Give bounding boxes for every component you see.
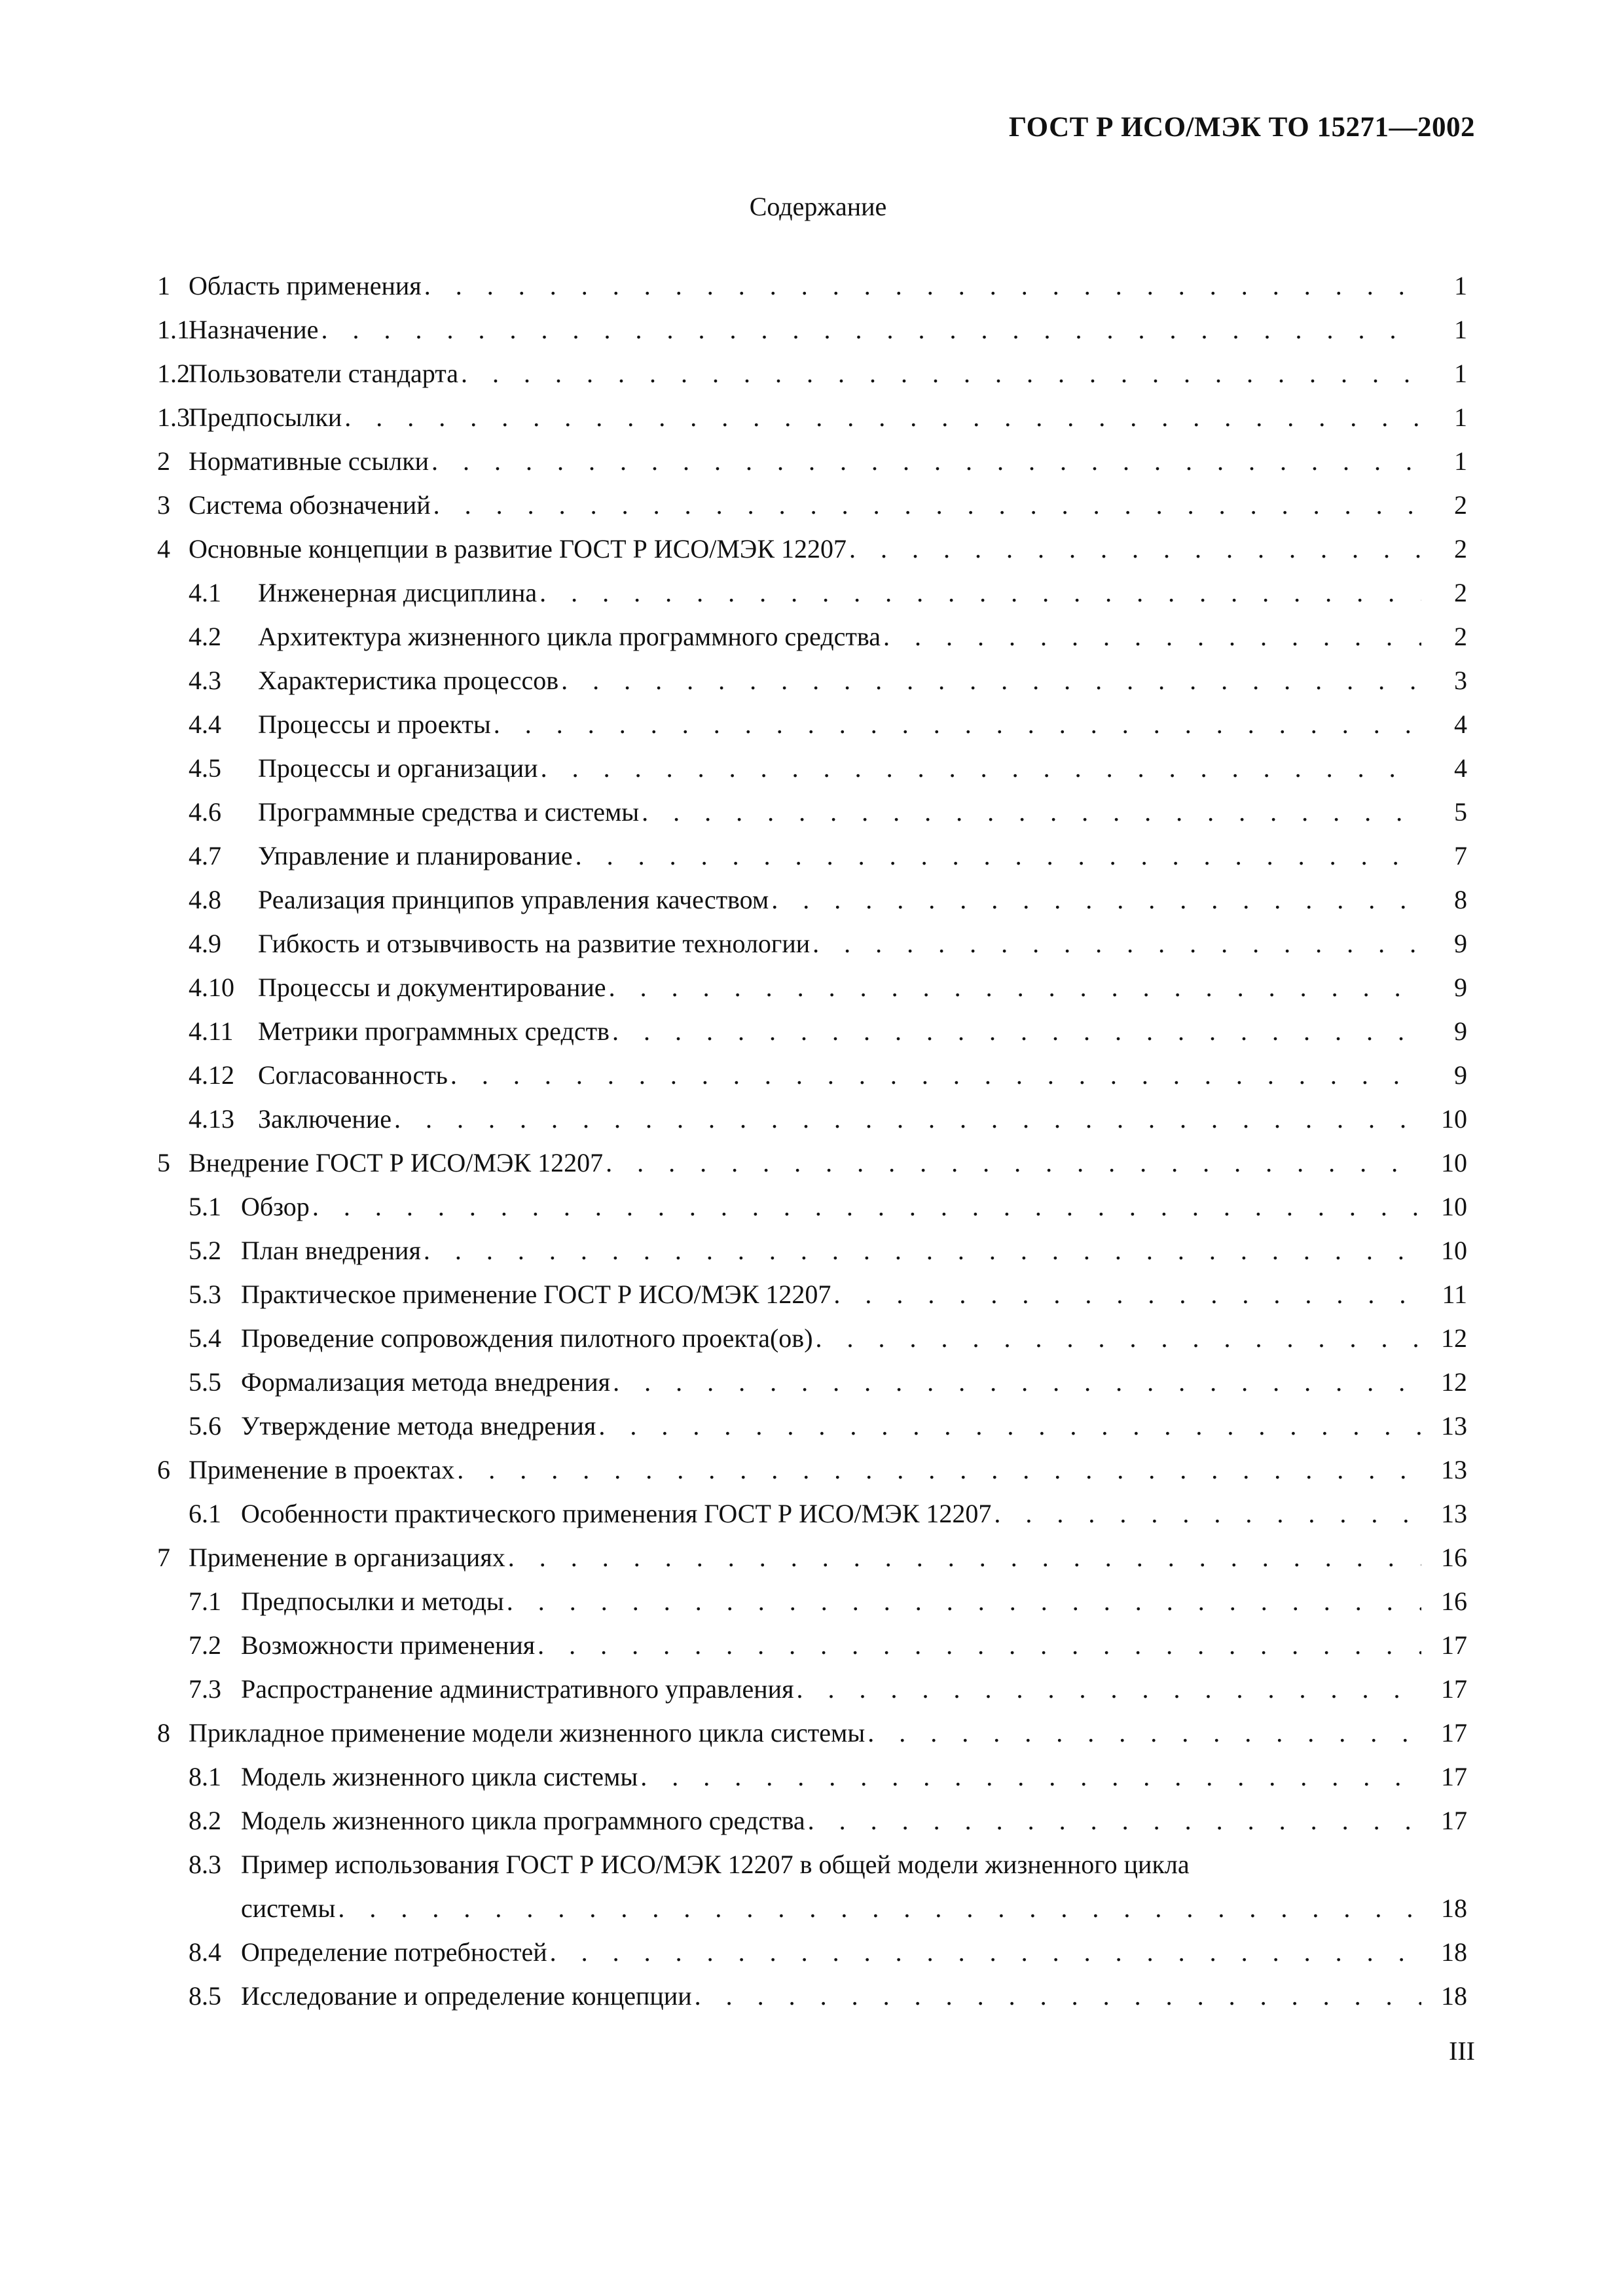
page-number: III [1449, 2036, 1475, 2066]
toc-entry-page: 10 [1441, 1236, 1467, 1265]
toc-entry-page: 1 [1454, 315, 1467, 344]
toc-leader-dots [344, 404, 1421, 431]
toc-entry-label: Процессы и документирование [258, 973, 606, 1002]
toc-leader-dots [598, 1413, 1421, 1439]
toc-entry-label: Реализация принципов управления качеством [258, 885, 769, 914]
toc-entry-label: Внедрение ГОСТ Р ИСО/МЭК 12207 [189, 1148, 604, 1177]
toc-entry-page: 13 [1441, 1411, 1467, 1441]
toc-leader-dots [640, 1764, 1421, 1790]
toc-entry-label: Управление и планирование [258, 841, 573, 870]
toc-leader-dots [321, 317, 1421, 343]
toc-entry-label: Распространение административного управления [241, 1674, 794, 1704]
toc-entry-number: 4.2 [189, 622, 221, 651]
toc-entry-page: 2 [1454, 490, 1467, 520]
toc-entry-label: Назначение [189, 315, 319, 344]
toc-entry[interactable] [157, 1659, 1467, 1702]
toc-entry[interactable] [157, 1834, 1467, 1878]
toc-entry[interactable] [157, 1088, 1467, 1132]
toc-entry[interactable] [157, 913, 1467, 957]
toc-entry-number: 6.1 [189, 1499, 221, 1528]
toc-entry[interactable] [157, 1264, 1467, 1308]
toc-entry-label: Согласованность [258, 1060, 448, 1090]
toc-entry[interactable] [157, 1395, 1467, 1439]
toc-leader-dots [508, 1545, 1421, 1571]
toc-entry-label: Область применения [189, 271, 422, 300]
toc-entry[interactable] [157, 1746, 1467, 1790]
toc-entry-page: 3 [1454, 666, 1467, 695]
toc-entry-page: 10 [1441, 1104, 1467, 1134]
toc-leader-dots [642, 799, 1421, 825]
toc-entry-label: План внедрения [241, 1236, 421, 1265]
toc-leader-dots [816, 1325, 1421, 1352]
toc-entry-label: Система обозначений [189, 490, 431, 520]
toc-leader-dots [613, 1369, 1421, 1395]
toc-entry-page: 10 [1441, 1192, 1467, 1221]
toc-entry-page: 16 [1441, 1587, 1467, 1616]
toc-entry-page: 11 [1442, 1280, 1467, 1309]
toc-entry-label: Процессы и организации [258, 753, 538, 783]
toc-entry-number: 7 [157, 1543, 170, 1572]
toc-leader-dots [612, 1018, 1421, 1045]
toc-entry[interactable] [157, 1308, 1467, 1352]
toc-entry-label: Заключение [258, 1104, 392, 1134]
toc-entry-label: Нормативные ссылки [189, 446, 429, 476]
toc-entry[interactable] [157, 387, 1467, 431]
toc-entry-number: 5.2 [189, 1236, 221, 1265]
toc-entry-label: Практическое применение ГОСТ Р ИСО/МЭК 12207 [241, 1280, 831, 1309]
toc-entry[interactable] [157, 1878, 1467, 1922]
toc-entry-number: 4.1 [189, 578, 221, 607]
toc-entry-page: 18 [1441, 1893, 1467, 1923]
toc-entry-label: Процессы и проекты [258, 709, 491, 739]
toc-entry-label: Формализация метода внедрения [241, 1367, 611, 1397]
toc-entry-page: 17 [1441, 1674, 1467, 1704]
toc-entry-page: 10 [1441, 1148, 1467, 1177]
toc-entry-number: 7.3 [189, 1674, 221, 1704]
toc-entry[interactable] [157, 431, 1467, 475]
toc-entry-page: 4 [1454, 753, 1467, 783]
toc-entry[interactable] [157, 1527, 1467, 1571]
toc-entry-page: 17 [1441, 1762, 1467, 1791]
toc-entry-label: Определение потребностей [241, 1937, 547, 1967]
toc-entry[interactable] [157, 957, 1467, 1001]
toc-entry-page: 17 [1441, 1718, 1467, 1748]
toc-entry-label: Метрики программных средств [258, 1016, 610, 1046]
toc-entry-page: 12 [1441, 1367, 1467, 1397]
toc-entry-page: 5 [1454, 797, 1467, 827]
toc-leader-dots [312, 1194, 1421, 1220]
toc-leader-dots [457, 1457, 1421, 1483]
toc-entry-number: 5.4 [189, 1323, 221, 1353]
toc-entry-label: Инженерная дисциплина [258, 578, 538, 607]
toc-leader-dots [867, 1720, 1421, 1746]
table-of-contents [157, 255, 1467, 2009]
toc-entry-page: 2 [1454, 534, 1467, 564]
toc-leader-dots [808, 1808, 1421, 1834]
toc-entry-number: 4.10 [189, 973, 234, 1002]
toc-entry-number: 4.11 [189, 1016, 234, 1046]
toc-entry-page: 1 [1454, 359, 1467, 388]
toc-entry-number: 1 [157, 271, 170, 300]
toc-leader-dots [541, 755, 1421, 781]
toc-entry-page: 1 [1454, 446, 1467, 476]
toc-entry[interactable] [157, 1176, 1467, 1220]
toc-entry-page: 7 [1454, 841, 1467, 870]
toc-entry-label: Исследование и определение концепции [241, 1981, 692, 2011]
toc-entry-label: Предпосылки и методы [241, 1587, 504, 1616]
toc-entry-page: 18 [1441, 1937, 1467, 1967]
toc-leader-dots [424, 273, 1421, 299]
toc-entry[interactable] [157, 650, 1467, 694]
toc-entry[interactable] [157, 255, 1467, 299]
toc-entry-label: Предпосылки [189, 403, 342, 432]
toc-entry-page: 2 [1454, 578, 1467, 607]
toc-entry-page: 17 [1441, 1806, 1467, 1835]
toc-entry[interactable] [157, 1132, 1467, 1176]
toc-entry[interactable] [157, 518, 1467, 562]
toc-entry-number: 2 [157, 446, 170, 476]
toc-entry-number: 8.3 [189, 1850, 221, 1879]
toc-entry[interactable] [157, 869, 1467, 913]
toc-entry[interactable] [157, 562, 1467, 606]
toc-entry-page: 13 [1441, 1455, 1467, 1484]
toc-entry[interactable] [157, 1045, 1467, 1088]
toc-entry-label: Модель жизненного цикла системы [241, 1762, 638, 1791]
toc-entry-label: Утверждение метода внедрения [241, 1411, 596, 1441]
toc-leader-dots [771, 887, 1421, 913]
toc-entry[interactable] [157, 1922, 1467, 1965]
toc-leader-dots [433, 492, 1421, 518]
toc-leader-dots [606, 1150, 1421, 1176]
toc-entry-page: 1 [1454, 271, 1467, 300]
toc-entry-page: 17 [1441, 1630, 1467, 1660]
toc-entry[interactable] [157, 1790, 1467, 1834]
toc-leader-dots [575, 843, 1421, 869]
toc-entry-page: 18 [1441, 1981, 1467, 2011]
toc-entry[interactable] [157, 781, 1467, 825]
toc-entry-number: 8.1 [189, 1762, 221, 1791]
toc-entry-number: 8 [157, 1718, 170, 1748]
toc-entry-label: Модель жизненного цикла программного средства [241, 1806, 805, 1835]
toc-entry-number: 4.7 [189, 841, 221, 870]
toc-leader-dots [461, 361, 1421, 387]
toc-entry-page: 1 [1454, 403, 1467, 432]
toc-entry-label: Проведение сопровождения пилотного проекта(ов) [241, 1323, 813, 1353]
toc-entry-label: Основные концепции в развитие ГОСТ Р ИСО/МЭК 12207 [189, 534, 847, 564]
toc-leader-dots [609, 975, 1421, 1001]
toc-leader-dots [394, 1106, 1421, 1132]
toc-leader-dots [833, 1282, 1421, 1308]
toc-leader-dots [424, 1238, 1421, 1264]
toc-entry[interactable] [157, 1352, 1467, 1395]
toc-entry-page: 4 [1454, 709, 1467, 739]
toc-entry-number: 8.4 [189, 1937, 221, 1967]
toc-leader-dots [539, 580, 1421, 606]
toc-entry[interactable] [157, 1220, 1467, 1264]
toc-leader-dots [994, 1501, 1421, 1527]
toc-entry-page: 9 [1454, 929, 1467, 958]
toc-entry-label: Программные средства и системы [258, 797, 640, 827]
toc-leader-dots [550, 1939, 1421, 1965]
toc-entry-number: 5.5 [189, 1367, 221, 1397]
toc-leader-dots [849, 536, 1421, 562]
toc-entry-page: 9 [1454, 973, 1467, 1002]
toc-entry-number: 6 [157, 1455, 170, 1484]
toc-entry[interactable] [157, 694, 1467, 738]
toc-leader-dots [812, 931, 1421, 957]
toc-entry-number: 8.2 [189, 1806, 221, 1835]
toc-entry-number: 4.4 [189, 709, 221, 739]
toc-entry-label: Пользователи стандарта [189, 359, 458, 388]
toc-entry-label: Архитектура жизненного цикла программного средства [258, 622, 881, 651]
toc-entry-number: 4.9 [189, 929, 221, 958]
toc-entry-number: 4.8 [189, 885, 221, 914]
toc-entry-number: 4 [157, 534, 170, 564]
toc-entry-page: 16 [1441, 1543, 1467, 1572]
toc-entry-number: 5.6 [189, 1411, 221, 1441]
toc-leader-dots [450, 1062, 1421, 1088]
document-code-header: ГОСТ Р ИСО/МЭК ТО 15271—2002 [1008, 112, 1475, 143]
toc-leader-dots [883, 624, 1421, 650]
toc-entry-number: 7.1 [189, 1587, 221, 1616]
toc-entry-number: 4.5 [189, 753, 221, 783]
toc-entry[interactable] [157, 606, 1467, 650]
toc-entry-number: 5 [157, 1148, 170, 1177]
toc-leader-dots [507, 1588, 1421, 1615]
toc-entry[interactable] [157, 738, 1467, 781]
toc-entry-label: системы [241, 1893, 336, 1923]
toc-entry-label: Характеристика процессов [258, 666, 559, 695]
toc-entry-number: 4.3 [189, 666, 221, 695]
toc-entry-number: 1.1 [157, 315, 190, 344]
toc-entry-label: Особенности практического применения ГОСТ Р ИСО/МЭК 12207 [241, 1499, 992, 1528]
toc-entry-label: Пример использования ГОСТ Р ИСО/МЭК 12207 в общей модели жизненного цикла [241, 1850, 1190, 1879]
toc-entry[interactable] [157, 1571, 1467, 1615]
toc-leader-dots [538, 1632, 1421, 1659]
toc-entry-page: 9 [1454, 1016, 1467, 1046]
toc-entry-label: Обзор [241, 1192, 310, 1221]
toc-entry[interactable] [157, 825, 1467, 869]
toc-entry-number: 1.2 [157, 359, 190, 388]
toc-entry-number: 8.5 [189, 1981, 221, 2011]
toc-entry-page: 9 [1454, 1060, 1467, 1090]
toc-entry-label: Возможности применения [241, 1630, 536, 1660]
toc-entry-number: 1.3 [157, 403, 190, 432]
toc-entry-page: 12 [1441, 1323, 1467, 1353]
toc-leader-dots [431, 448, 1421, 475]
toc-entry[interactable] [157, 1483, 1467, 1527]
toc-entry[interactable] [157, 1965, 1467, 2009]
toc-leader-dots [561, 668, 1421, 694]
toc-entry[interactable] [157, 1615, 1467, 1659]
toc-entry-number: 4.13 [189, 1104, 234, 1134]
page-title: Содержание [749, 192, 887, 221]
toc-entry-label: Гибкость и отзывчивость на развитие технологии [258, 929, 811, 958]
toc-entry[interactable] [157, 1001, 1467, 1045]
toc-entry-page: 2 [1454, 622, 1467, 651]
toc-leader-dots [338, 1895, 1421, 1922]
toc-entry-number: 3 [157, 490, 170, 520]
toc-entry-label: Применение в проектах [189, 1455, 455, 1484]
toc-entry-number: 4.6 [189, 797, 221, 827]
toc-leader-dots [494, 711, 1421, 738]
toc-entry[interactable] [157, 343, 1467, 387]
toc-entry-number: 5.1 [189, 1192, 221, 1221]
toc-entry-label: Прикладное применение модели жизненного цикла системы [189, 1718, 866, 1748]
toc-entry-number: 7.2 [189, 1630, 221, 1660]
toc-entry-number: 4.12 [189, 1060, 234, 1090]
toc-entry[interactable] [157, 1439, 1467, 1483]
toc-entry[interactable] [157, 299, 1467, 343]
toc-entry-page: 13 [1441, 1499, 1467, 1528]
toc-entry-label: Применение в организациях [189, 1543, 505, 1572]
toc-entry-number: 5.3 [189, 1280, 221, 1309]
toc-entry[interactable] [157, 1702, 1467, 1746]
toc-entry[interactable] [157, 475, 1467, 518]
toc-leader-dots [796, 1676, 1421, 1702]
toc-leader-dots [695, 1983, 1421, 2009]
toc-entry-page: 8 [1454, 885, 1467, 914]
